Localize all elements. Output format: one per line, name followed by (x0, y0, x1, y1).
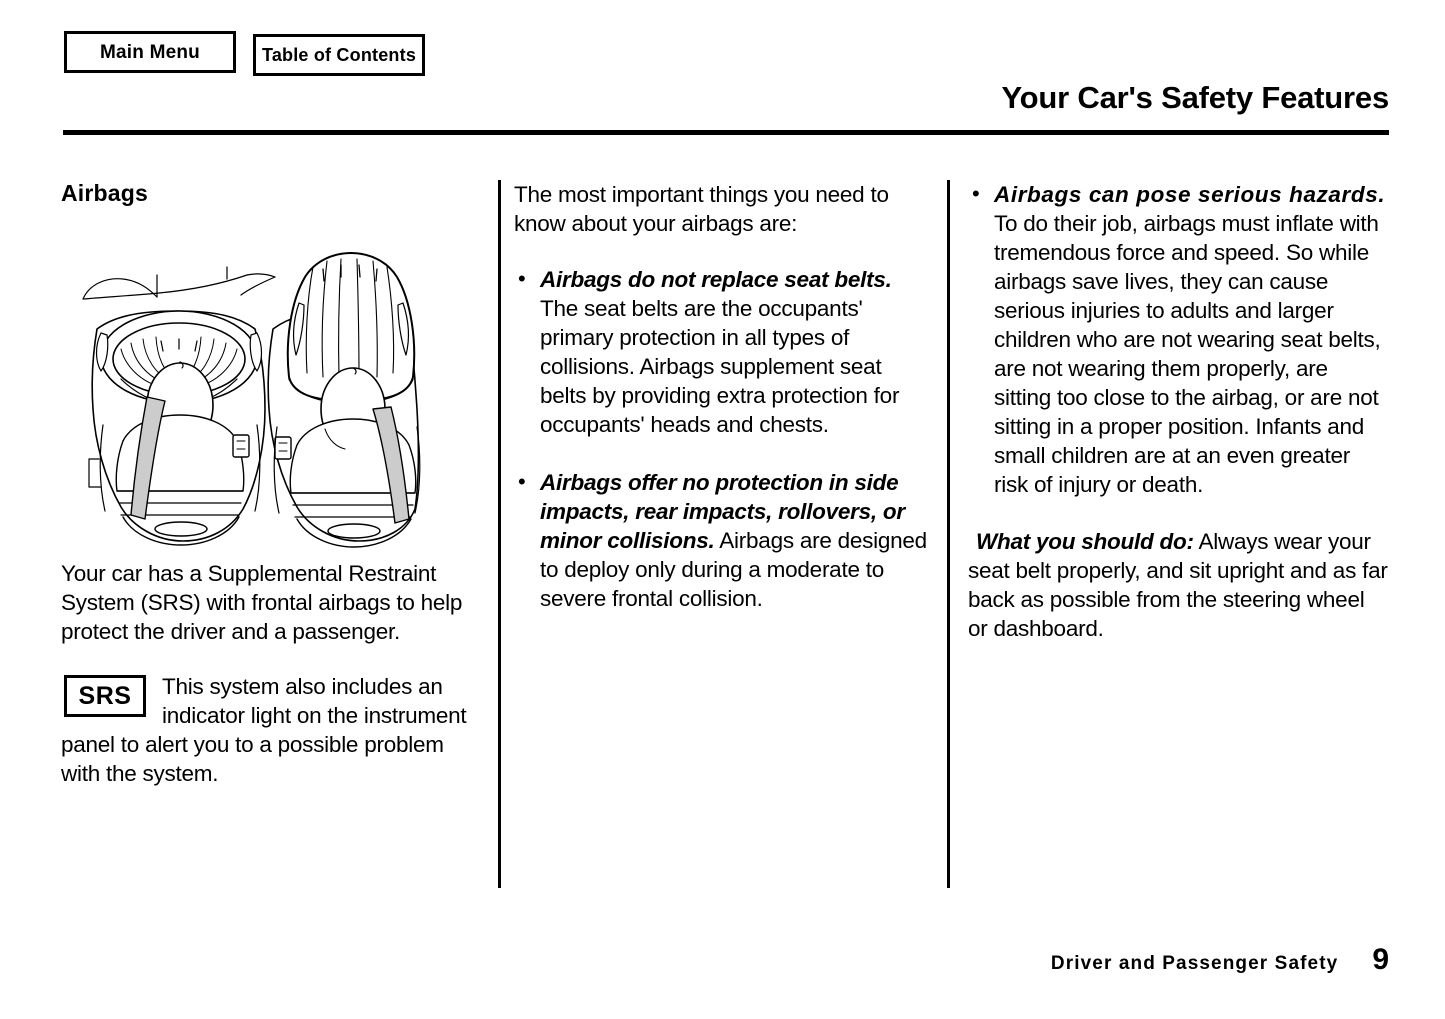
airbag-hazards-list (968, 180, 1388, 499)
page-footer (1051, 943, 1389, 977)
bullet-lead-in: Airbags can pose serious hazards. (994, 182, 1386, 207)
main-menu-button[interactable]: Main Menu (64, 31, 236, 73)
top-navigation-bar (64, 31, 425, 76)
srs-indicator-block (61, 672, 486, 788)
airbag-deployment-illustration (61, 229, 421, 554)
advice-lead-in: What you should do: (976, 529, 1194, 554)
srs-description-text: This system also includes an indicator light on the instrument panel to alert you to a possible problem with the system. (61, 674, 467, 786)
page-title: Your Car's Safety Features (1001, 80, 1389, 115)
airbag-facts-intro: The most important things you need to know about your airbags are: (514, 182, 889, 236)
table-of-contents-button[interactable]: Table of Contents (253, 34, 425, 76)
bullet-body: To do their job, airbags must inflate with tremendous force and speed. So while airbags save lives, they can cause serious injuries to adults and larger children who are not wearing seat belts, are not wearing them properly, are sitting too close to the airbag, or are not sitting in a proper position. Infants and small children are at an even greater risk of injury or death. (994, 211, 1381, 497)
bullet-body: The seat belts are the occupants' primary protection in all types of collisions. Airbags supplement seat belts by providing extra protection for occupants' heads and chests. (540, 296, 900, 437)
advice-body: Always wear your seat belt properly, and sit upright and as far back as possible from the steering wheel or dashboard. (968, 529, 1388, 641)
list-item (514, 468, 932, 613)
bullet-lead-in: Airbags offer no protection in side impacts, rear impacts, rollovers, or minor collisions. (540, 470, 905, 553)
airbag-facts-list (514, 265, 932, 613)
header-divider-rule (63, 130, 1389, 135)
airbags-intro-paragraph: Your car has a Supplemental Restraint System (SRS) with frontal airbags to help protect the driver and a passenger. (61, 561, 463, 644)
left-column (61, 180, 486, 788)
footer-section-label: Driver and Passenger Safety (1050, 953, 1339, 974)
middle-column (514, 180, 932, 613)
column-divider-left (498, 180, 501, 888)
list-item (968, 180, 1388, 499)
list-item (514, 265, 932, 439)
section-heading-airbags: Airbags (61, 180, 149, 206)
column-divider-right (947, 180, 950, 888)
what-you-should-do-paragraph (968, 527, 1388, 643)
right-column (968, 180, 1388, 643)
srs-indicator-badge: SRS (64, 675, 146, 717)
bullet-body: Airbags are designed to deploy only during a moderate to severe frontal collision. (540, 528, 927, 611)
page-number: 9 (1372, 943, 1389, 976)
bullet-lead-in: Airbags do not replace seat belts. (540, 267, 892, 292)
